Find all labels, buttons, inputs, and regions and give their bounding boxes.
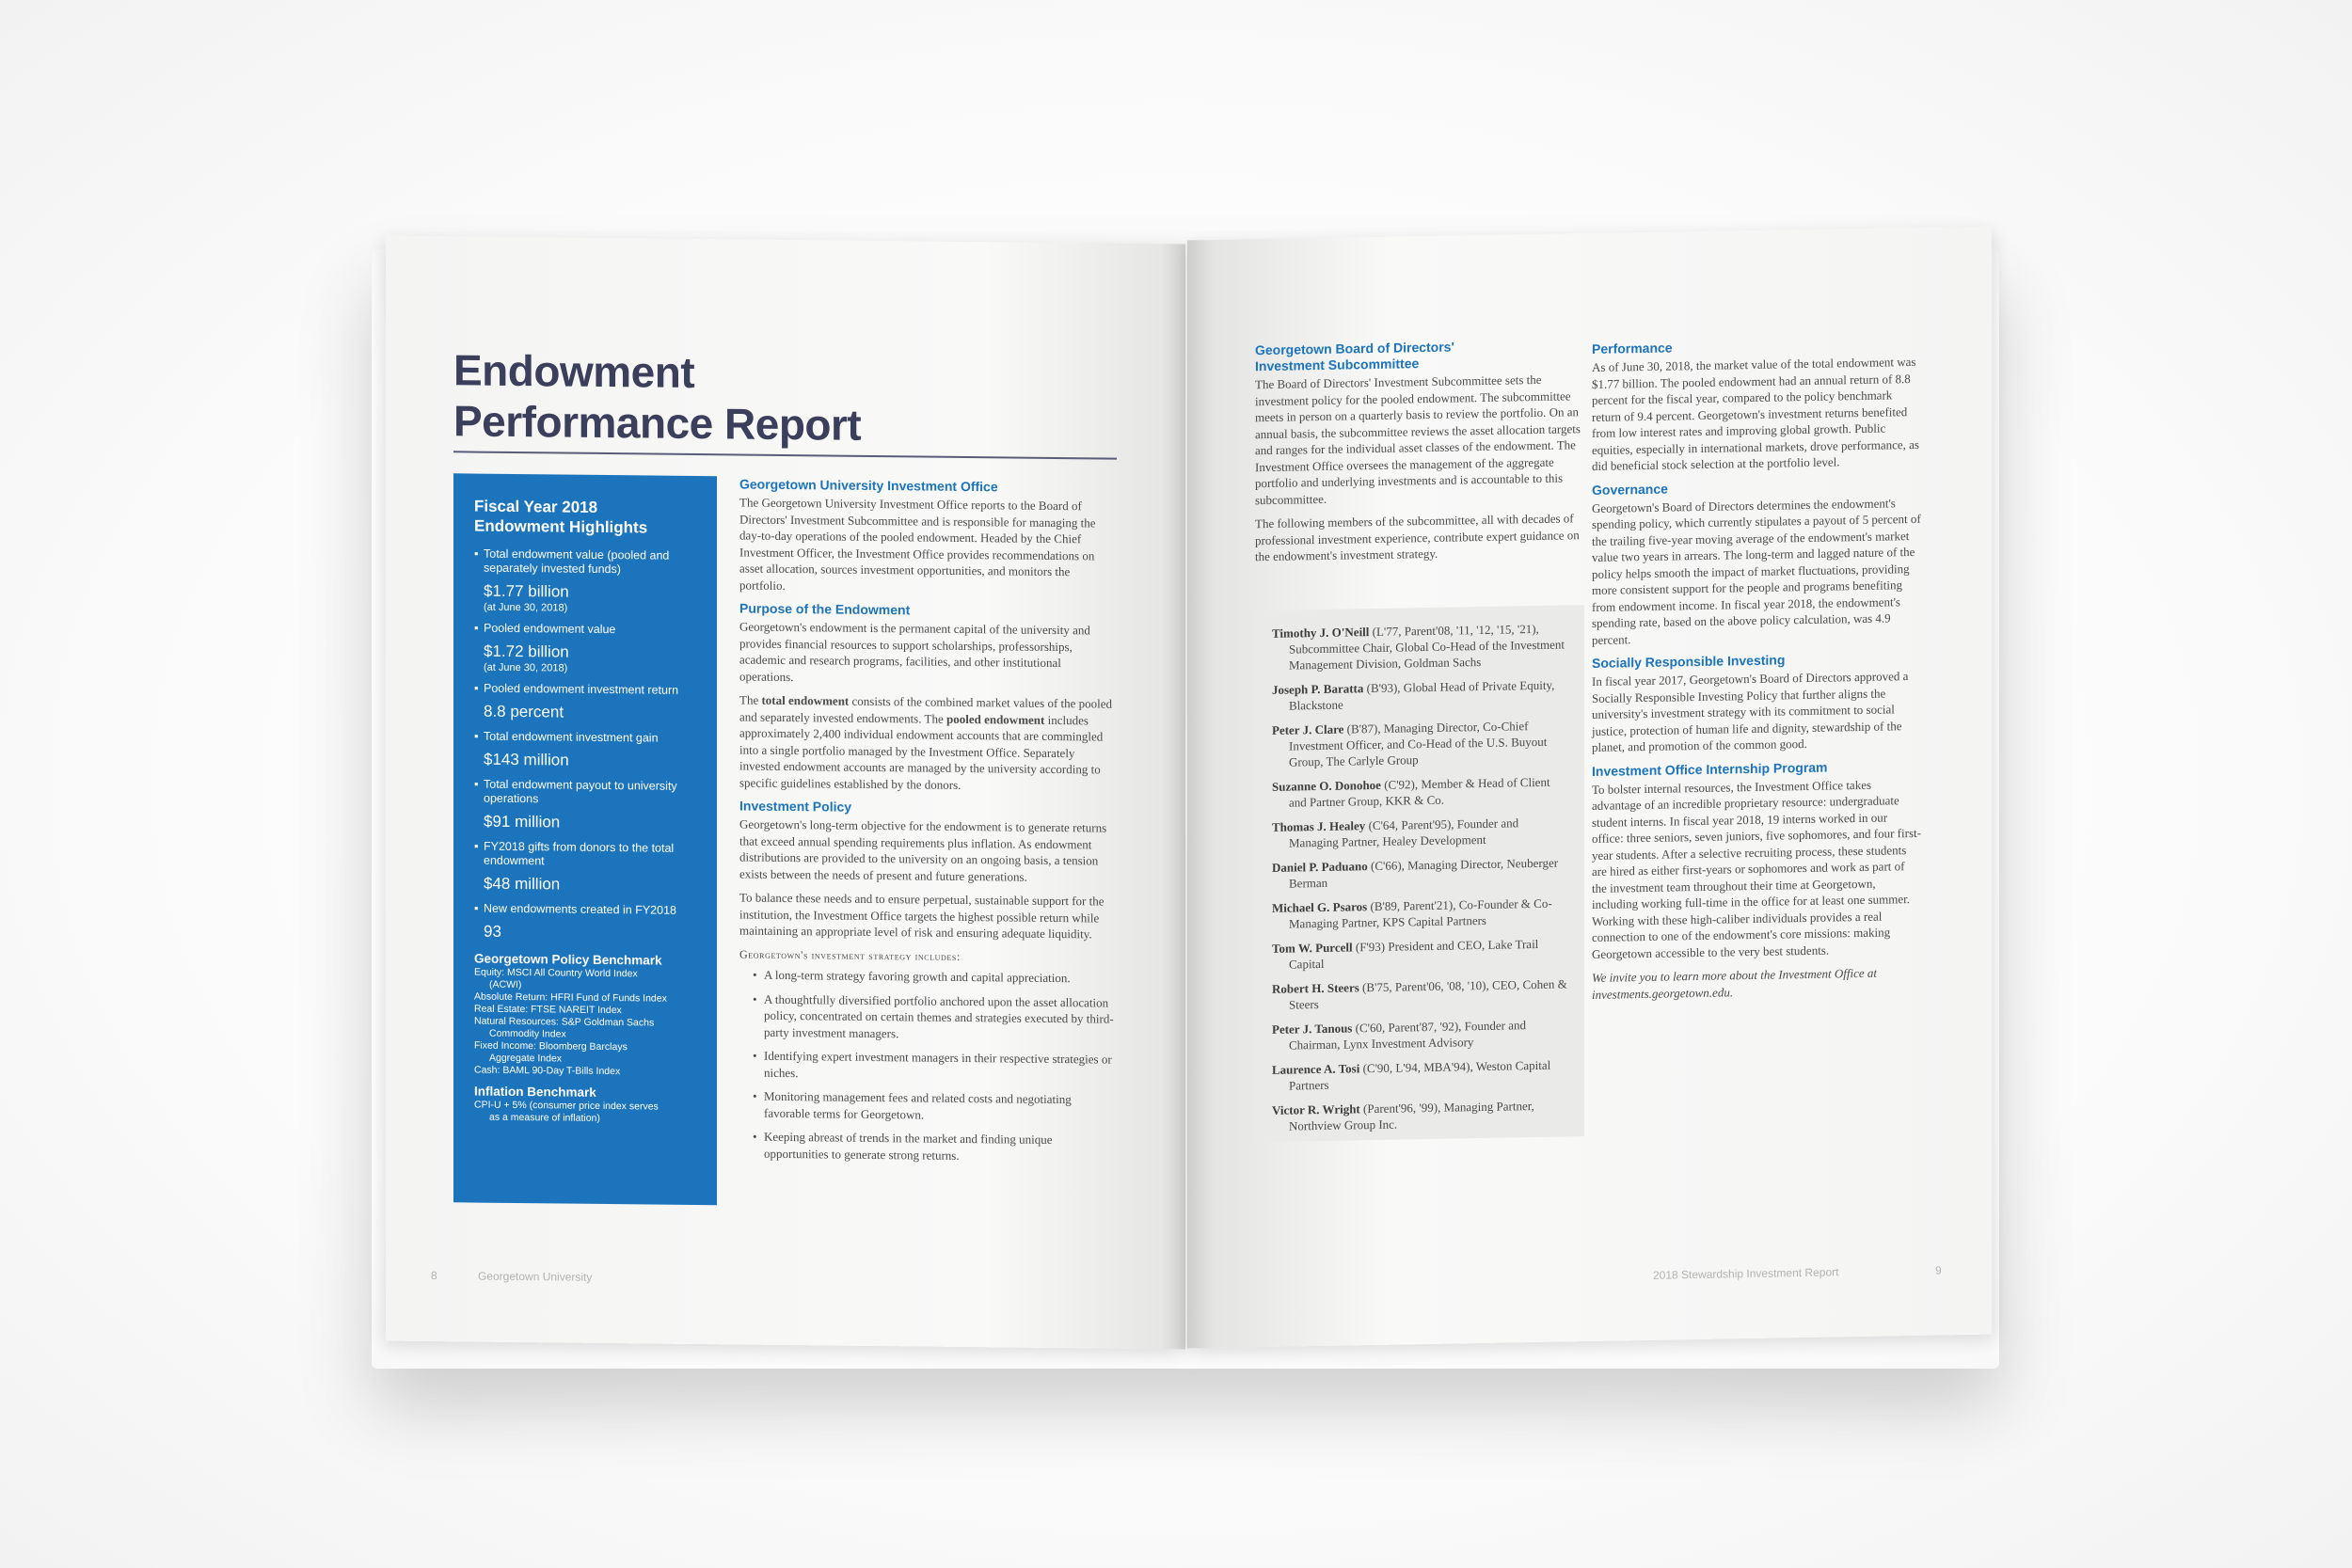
highlight-item <box>474 682 696 724</box>
member-name: Robert H. Steers <box>1272 980 1359 996</box>
highlight-note: (at June 30, 2018) <box>484 661 568 674</box>
member-name: Laurence A. Tosi <box>1272 1061 1360 1077</box>
paragraph: As of June 30, 2018, the market value of the total endowment was $1.77 billion. The pooled endowment had an annual return of 8.8 percent for the fiscal year, compared to the policy benchmark return of 9.4 percent. Georgetown's investment returns benefited from low interest rates and improving global growth. Public equities, especially in international markets, drove performance, as did beneficial stock selection at the portfolio level. <box>1592 354 1919 473</box>
member-detail: (L'77, Parent'08, '11, '12, '15, '21), Subcommittee Chair, Global Co-Head of the Investment Management Division, Goldman Sachs <box>1289 621 1565 673</box>
subcommittee-member <box>1272 620 1567 673</box>
member-name: Suzanne O. Donohoe <box>1272 777 1381 794</box>
member-name: Peter J. Clare <box>1272 721 1344 737</box>
member-name: Timothy J. O'Neill <box>1272 625 1370 641</box>
left-page <box>386 236 1185 1350</box>
highlight-label: ▪ Pooled endowment value <box>474 621 616 637</box>
title-rule <box>453 451 1117 459</box>
policy-benchmark-line: Equity: MSCI All Country World Index (ACWI) <box>474 966 638 991</box>
section-heading: Investment Policy <box>739 798 852 815</box>
subcommittee-member <box>1272 717 1567 769</box>
subcommittee-member <box>1272 1016 1567 1053</box>
highlight-label: ▪ New endowments created in FY2018 <box>474 901 676 917</box>
subcommittee-members-box <box>1255 605 1584 1142</box>
footer-text: Georgetown University <box>478 1269 593 1284</box>
bullet-icon: ▪ <box>474 729 479 743</box>
member-detail: (F'93) President and CEO, Lake Trail Capital <box>1289 936 1539 972</box>
highlight-item <box>474 840 696 896</box>
highlight-value: 8.8 percent <box>484 702 564 721</box>
policy-benchmark-line: Cash: BAML 90-Day T-Bills Index <box>474 1064 621 1078</box>
paragraph: To bolster internal resources, the Investment Office takes advantage of an incredible proprietary resource: undergraduate student interns. In fiscal year 2018, 19 interns worked in our office: three seniors, seven juniors, five sophomores, and four first-year students. After a selective recruiting process, these students are hired as either first-years or sophomores and work as part of the investment team throughout their time at Georgetown, including working full-time in the office for at least one summer. Working with these high-caliber individuals provides a real connection to one of the endowment's core missions: making Georgetown accessible to the very best students. <box>1592 777 1921 961</box>
strategy-heading: Georgetown's investment strategy includes: <box>739 946 961 963</box>
section-heading: Governance <box>1592 481 1668 498</box>
member-detail: (C'92), Member & Head of Client and Partner Group, KKR & Co. <box>1289 774 1550 810</box>
strategy-item: • A long-term strategy favoring growth and capital appreciation. <box>758 967 1116 987</box>
policy-benchmark-line: Natural Resources: S&P Goldman Sachs Commodity Index <box>474 1015 655 1040</box>
member-detail: (B'75, Parent'06, '08, '10), CEO, Cohen & Steers <box>1289 976 1567 1012</box>
member-detail: (B'89, Parent'21), Co-Founder & Co-Managing Partner, KPS Capital Partners <box>1289 895 1552 931</box>
section-heading: Georgetown Board of Directors' Investment Subcommittee <box>1255 339 1454 374</box>
highlight-item <box>474 730 696 772</box>
paragraph: The Board of Directors' Investment Subcommittee sets the investment policy for the pooled endowment. The subcommittee meets in person on a quarterly basis to review the portfolio. On an annual basis, the subcommittee reviews the asset allocation targets and ranges for the individual asset classes of the endowment. The Investment Office oversees the management of the aggregate portfolio and underlying investments and is accountable to this subcommittee. <box>1255 372 1581 507</box>
paragraph: Georgetown's long-term objective for the endowment is to generate returns that exceed annual spending requirements plus inflation. As endowment distributions are provided to the university on an ongoing basis, a tension exists between the needs of present and future generations. <box>739 816 1107 884</box>
member-detail: (C'90, L'94, MBA'94), Weston Capital Partners <box>1289 1057 1551 1093</box>
member-detail: (C'66), Managing Director, Neuberger Berman <box>1289 855 1559 891</box>
member-name: Thomas J. Healey <box>1272 818 1366 834</box>
right-text-column-1 <box>1255 337 1584 573</box>
right-text-column-2 <box>1592 336 1921 1010</box>
member-name: Victor R. Wright <box>1272 1101 1360 1117</box>
strategy-item: • Identifying expert investment managers in their respective strategies or niches. <box>758 1048 1116 1085</box>
highlights-list <box>474 547 696 944</box>
subcommittee-member <box>1272 1097 1567 1133</box>
strategy-item: • A thoughtfully diversified portfolio anchored upon the asset allocation policy, concentrated on certain themes and strategies executed by third-party investment managers. <box>758 990 1116 1043</box>
subcommittee-member <box>1272 676 1567 713</box>
strategy-list <box>739 966 1116 1164</box>
section-heading: Investment Office Internship Program <box>1592 759 1828 779</box>
bullet-icon: ▪ <box>474 621 479 635</box>
highlight-label: ▪ Total endowment investment gain <box>474 729 659 745</box>
strategy-item: • Monitoring management fees and related costs and negotiating favorable terms for Georgetown. <box>758 1088 1116 1125</box>
highlight-value: $48 million <box>484 874 561 894</box>
member-detail: (B'87), Managing Director, Co-Chief Investment Officer, and Co-Head of the U.S. Buyout Group, The Carlyle Group <box>1289 719 1548 769</box>
right-page <box>1187 227 1992 1349</box>
policy-benchmark-line: Real Estate: FTSE NAREIT Index <box>474 1003 622 1017</box>
paragraph: Georgetown's Board of Directors determines the endowment's spending policy, which currently stipulates a payout of 5 percent of the trailing five-year moving average of the endowment's market value two years in arrears. The long-term and lagged nature of the policy helps smooth the impact of market fluctuations, providing more consistent support for the people and programs benefiting from endowment income. In fiscal year 2018, the endowment's spending rate, based on the above policy calculation, was 4.9 percent. <box>1592 495 1921 647</box>
paragraph: The total endowment consists of the combined market values of the pooled and separately invested endowments. The pooled endowment includes approximately 2,400 individual endowment accounts that are commingled into a single portfolio managed by the Investment Office. Separately invested endowment accounts are managed by the university according to specific guidelines established by the donors. <box>739 692 1113 792</box>
paragraph: Georgetown's endowment is the permanent capital of the university and provides financial resources to support scholarships, professorships, academic and research programs, facilities, and other institutional operations. <box>739 619 1090 684</box>
subcommittee-member <box>1272 854 1567 891</box>
policy-benchmark-line: Fixed Income: Bloomberg Barclays Aggregate Index <box>474 1039 628 1065</box>
bullet-icon: ▪ <box>474 901 479 915</box>
highlight-item <box>474 778 696 834</box>
member-detail: (C'60, Parent'87, '92), Founder and Chairman, Lynx Investment Advisory <box>1289 1018 1527 1053</box>
policy-benchmark-line: Absolute Return: HFRI Fund of Funds Index <box>474 990 667 1005</box>
subcommittee-member <box>1272 1056 1567 1093</box>
subcommittee-member <box>1272 935 1567 972</box>
footer-text: 2018 Stewardship Investment Report <box>1653 1265 1839 1282</box>
policy-benchmark-title: Georgetown Policy Benchmark <box>474 951 662 968</box>
highlight-value: $143 million <box>484 750 569 769</box>
subcommittee-member <box>1272 773 1567 810</box>
section-heading: Performance <box>1592 340 1673 356</box>
highlight-label: ▪ Total endowment payout to university operations <box>474 777 677 806</box>
highlight-label: ▪ FY2018 gifts from donors to the total endowment <box>474 839 675 868</box>
page-title <box>453 344 861 451</box>
policy-benchmark-list <box>474 967 696 1079</box>
bullet-icon: ▪ <box>474 681 479 695</box>
title-line-1: Endowment <box>453 345 695 397</box>
highlight-value: 93 <box>484 922 501 941</box>
left-text-column <box>739 476 1116 1172</box>
paragraph: In fiscal year 2017, Georgetown's Board of Directors approved a Socially Responsible Investing Policy that further aligns the university's investment strategy with its commitment to social justice, protection of human life and dignity, stewardship of the planet, and promotion of the common good. <box>1592 669 1909 754</box>
highlight-note: (at June 30, 2018) <box>484 601 568 614</box>
highlight-label: ▪ Pooled endowment investment return <box>474 681 679 697</box>
highlight-item <box>474 902 696 944</box>
member-detail: (Parent'96, '99), Managing Partner, Northview Group Inc. <box>1289 1099 1534 1133</box>
highlights-box <box>453 473 717 1205</box>
member-detail: (B'93), Global Head of Private Equity, Blackstone <box>1289 677 1555 713</box>
inflation-benchmark-title: Inflation Benchmark <box>474 1084 596 1100</box>
highlights-title: Fiscal Year 2018 Endowment Highlights <box>474 497 648 537</box>
section-heading: Purpose of the Endowment <box>739 600 911 618</box>
bullet-icon: ▪ <box>474 777 479 791</box>
member-name: Daniel P. Paduano <box>1272 859 1368 875</box>
invite-text: We invite you to learn more about the Investment Office at investments.georgetown.edu. <box>1592 965 1878 1002</box>
title-line-2: Performance Report <box>453 396 862 450</box>
paragraph: The Georgetown University Investment Office reports to the Board of Directors' Investment Subcommittee and is responsible for managing the day-to-day operations of the pooled endowment. Headed by the Chief Investment Officer, the Investment Office provides recommendations on asset allocation, sources investment opportunities, and monitors the portfolio. <box>739 495 1096 593</box>
page-number: 8 <box>431 1269 437 1283</box>
member-name: Tom W. Purcell <box>1272 940 1353 956</box>
highlight-value: $91 million <box>484 812 561 832</box>
member-name: Joseph P. Baratta <box>1272 681 1364 697</box>
highlight-item <box>474 547 696 616</box>
member-name: Peter J. Tanous <box>1272 1021 1353 1037</box>
bullet-icon: ▪ <box>474 839 479 853</box>
member-name: Michael G. Psaros <box>1272 899 1368 915</box>
subcommittee-member <box>1272 814 1567 850</box>
subcommittee-member <box>1272 975 1567 1012</box>
highlight-value: $1.72 billion <box>484 641 569 661</box>
strategy-item: • Keeping abreast of trends in the market and finding unique opportunities to generate strong returns. <box>758 1129 1116 1165</box>
highlight-item <box>474 622 696 676</box>
section-heading: Georgetown University Investment Office <box>739 476 998 495</box>
subcommittee-member <box>1272 895 1567 931</box>
highlight-label: ▪ Total endowment value (pooled and separately invested funds) <box>474 546 670 577</box>
section-heading: Socially Responsible Investing <box>1592 652 1786 671</box>
page-number: 9 <box>1935 1263 1942 1277</box>
bullet-icon: ▪ <box>474 546 479 561</box>
highlight-value: $1.77 billion <box>484 581 569 601</box>
paragraph: To balance these needs and to ensure perpetual, sustainable support for the institution, the Investment Office targets the highest possible return while maintaining an appropriate level of risk and ensuring adequate liquidity. <box>739 890 1104 942</box>
inflation-benchmark-text: CPI-U + 5% (consumer price index serves as a measure of inflation) <box>474 1099 659 1124</box>
paragraph: The following members of the subcommittee, all with decades of professional investment experience, contribute expert guidance on the endowment's investment strategy. <box>1255 511 1580 564</box>
member-detail: (C'64, Parent'95), Founder and Managing Partner, Healey Development <box>1289 816 1519 850</box>
